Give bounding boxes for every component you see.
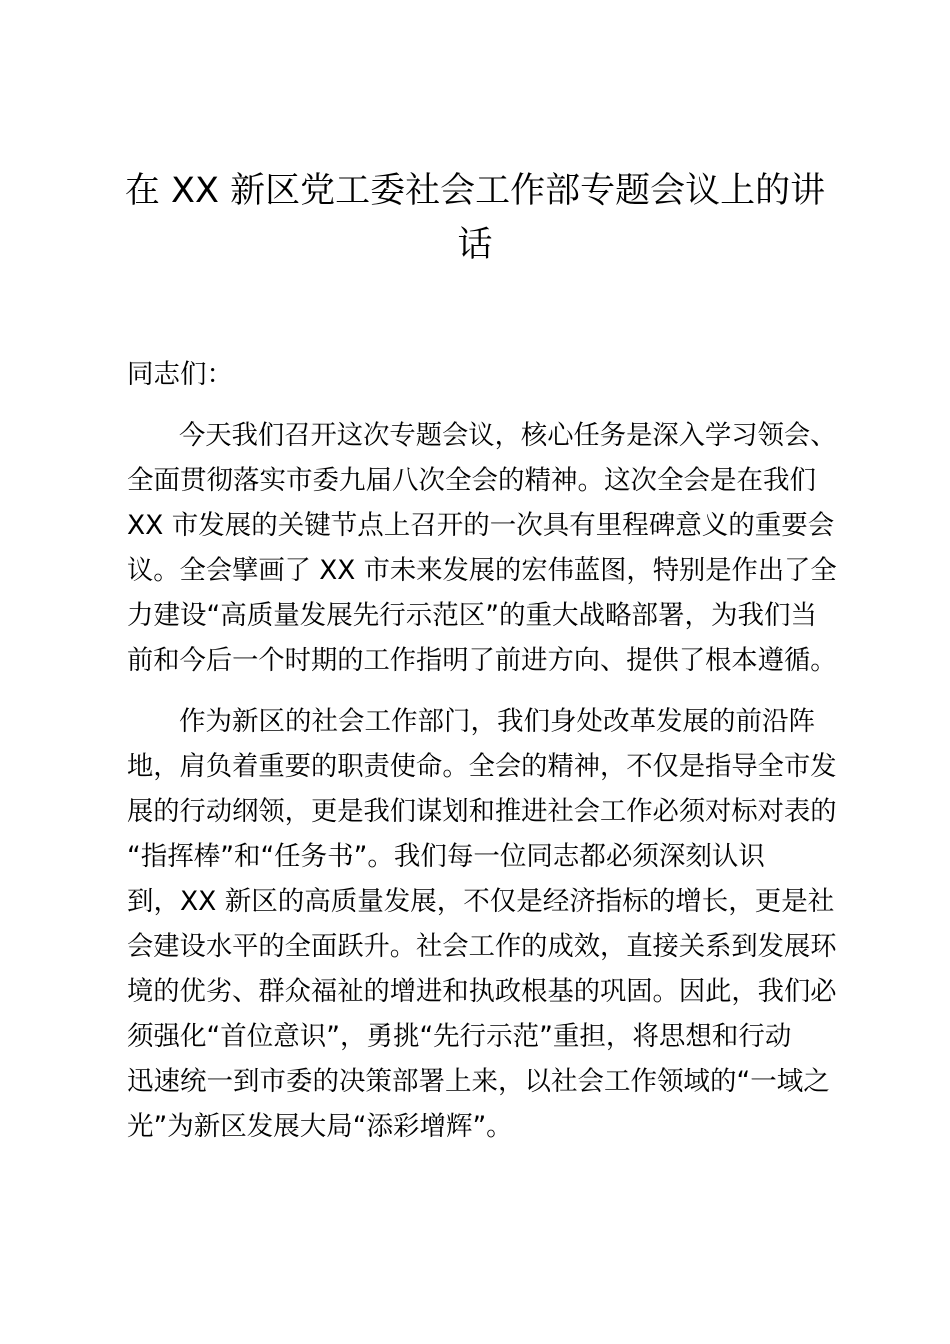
paragraph-line: 光”为新区发展大局“添彩增辉”。 — [127, 1111, 513, 1142]
document-body — [127, 352, 837, 1165]
paragraph-line: 迅速统一到市委的决策部署上来，以社会工作领域的“一域之 — [127, 1066, 830, 1097]
paragraph-line: XX 市发展的关键节点上召开的一次具有里程碑意义的重要会 — [127, 510, 835, 541]
paragraph-line: 境的优劣、群众福祉的增进和执政根基的巩固。因此，我们必 — [127, 976, 837, 1007]
title-line: 话 — [457, 225, 493, 265]
paragraph-2 — [127, 699, 837, 1149]
paragraph-line: 展的行动纲领，更是我们谋划和推进社会工作必须对标对表的 — [127, 796, 837, 827]
title-line: 在 XX 新区党工委社会工作部专题会议上的讲 — [124, 171, 826, 211]
document-title — [120, 169, 830, 277]
paragraph-line: 全面贯彻落实市委九届八次全会的精神。这次全会是在我们 — [127, 465, 816, 496]
paragraph-line: 须强化“首位意识”，勇挑“先行示范”重担，将思想和行动 — [127, 1021, 792, 1052]
paragraph-line: 作为新区的社会工作部门，我们身处改革发展的前沿阵 — [179, 706, 815, 737]
salutation: 同志们： — [127, 359, 233, 390]
paragraph-line: 会建设水平的全面跃升。社会工作的成效，直接关系到发展环 — [127, 931, 837, 962]
paragraph-line: 地，肩负着重要的职责使命。全会的精神，不仅是指导全市发 — [127, 751, 837, 782]
paragraph-line: 力建设“高质量发展先行示范区”的重大战略部署，为我们当 — [127, 600, 817, 631]
paragraph-1 — [127, 413, 837, 683]
paragraph-line: “指挥棒”和“任务书”。我们每一位同志都必须深刻认识 — [127, 841, 765, 872]
paragraph-line: 前和今后一个时期的工作指明了前进方向、提供了根本遵循。 — [127, 645, 837, 676]
paragraph-line: 到，XX 新区的高质量发展，不仅是经济指标的增长，更是社 — [127, 886, 835, 917]
paragraph-line: 议。全会擘画了 XX 市未来发展的宏伟蓝图，特别是作出了全 — [127, 555, 837, 586]
paragraph-line: 今天我们召开这次专题会议，核心任务是深入学习领会、 — [179, 420, 837, 451]
